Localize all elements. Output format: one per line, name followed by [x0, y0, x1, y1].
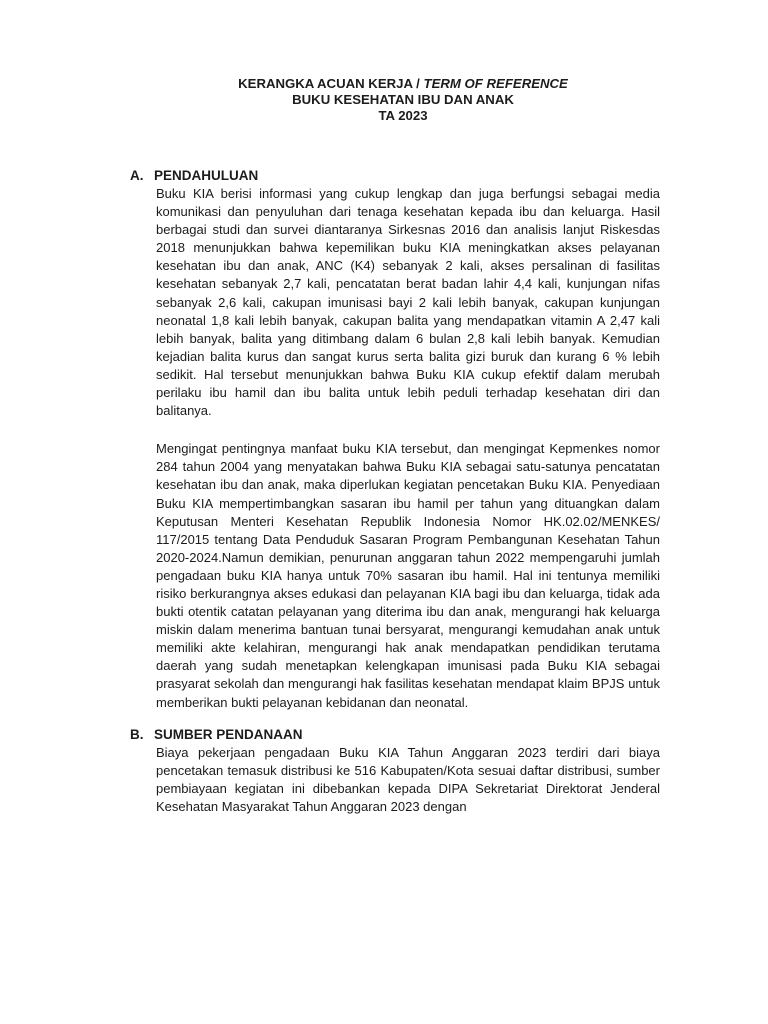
document-title: [146, 76, 660, 124]
section-title-a: PENDAHULUAN: [154, 168, 259, 183]
section-heading-b: [130, 726, 660, 744]
paragraph-a-2: Mengingat pentingnya manfaat buku KIA tersebut, dan mengingat Kepmenkes nomor 284 tahun 2004 yang menyatakan bahwa Buku KIA sebagai satu-satunya pencatatan kesehatan ibu dan anak, maka diperlukan kegiatan pencetakan Buku KIA. Penyediaan Buku KIA mempertimbangkan sasaran ibu hamil per tahun yang dituangkan dalam Keputusan Menteri Kesehatan Republik Indonesia Nomor HK.02.02/MENKES/ 117/2015 tentang Data Penduduk Sasaran Program Pembangunan Kesehatan Tahun 2020-2024.Namun demikian, penurunan anggaran tahun 2022 mempengaruhi jumlah pengadaan buku KIA hanya untuk 70% sasaran ibu hamil. Hal ini tentunya memiliki risiko berkurangnya akses edukasi dan pelayanan KIA bagi ibu dan keluarga, tidak ada bukti otentik catatan pelayanan yang diterima ibu dan anak, mengurangi hak keluarga miskin dalam menerima bantuan tunai bersyarat, mengurangi kemudahan anak untuk memiliki akte kelahiran, mengurangi hak anak mendapatkan pendidikan terutama daerah yang sudah menetapkan kelengkapan imunisasi pada Buku KIA sebagai prasyarat sekolah dan mengurangi hak fasilitas kesehatan mendapat klaim BPJS untuk memberikan bukti pelayanan kebidanan dan neonatal.: [156, 441, 660, 710]
paragraph-spacer: [130, 420, 660, 440]
title-line-3: TA 2023: [378, 108, 428, 123]
section-heading-a: [130, 167, 660, 185]
paragraph-a-1: Buku KIA berisi informasi yang cukup lengkap dan juga berfungsi sebagai media komunikasi dan penyuluhan dari tenaga kesehatan kepada ibu dan keluarga. Hasil berbagai studi dan survei diantaranya Sirkesnas 2016 dan analisis lanjut Riskesdas 2018 menunjukkan bahwa kepemilikan buku KIA meningkatkan akses pelayanan kesehatan ibu dan anak, ANC (K4) sebanyak 2 kali, akses persalinan di fasilitas kesehatan sebanyak 2,7 kali, pencatatan berat badan lahir 4,4 kali, kunjungan nifas sebanyak 2,6 kali, cakupan imunisasi bayi 2 kali lebih banyak, cakupan kunjungan neonatal 1,8 kali lebih banyak, cakupan balita yang mendapatkan vitamin A 2,47 kali lebih banyak, balita yang ditimbang dalam 6 bulan 2,8 kali lebih banyak. Kemudian kejadian balita kurus dan sangat kurus serta balita gizi buruk dan kurang 6 % lebih sedikit. Hal tersebut menunjukkan bahwa Buku KIA cukup efektif dalam merubah perilaku ibu hamil dan ibu balita untuk lebih peduli terhadap kesehatan diri dan balitanya.: [156, 186, 660, 419]
title-italic-part: TERM OF REFERENCE: [423, 76, 568, 91]
title-line-2: BUKU KESEHATAN IBU DAN ANAK: [292, 92, 514, 107]
section-letter-a: A.: [130, 168, 144, 183]
section-title-b: SUMBER PENDANAAN: [154, 726, 303, 742]
section-spacer: [130, 712, 660, 726]
section-letter-b: B.: [130, 726, 144, 742]
paragraph-b-1: Biaya pekerjaan pengadaan Buku KIA Tahun Anggaran 2023 terdiri dari biaya pencetakan temasuk distribusi ke 516 Kabupaten/Kota sesuai daftar distribusi, sumber pembiayaan kegiatan ini dibebankan kepada DIPA Sekretariat Direktorat Jenderal Kesehatan Masyarakat Tahun Anggaran 2023 dengan: [156, 744, 660, 814]
title-line-1: KERANGKA ACUAN KERJA / TERM OF REFERENCE: [238, 76, 568, 91]
